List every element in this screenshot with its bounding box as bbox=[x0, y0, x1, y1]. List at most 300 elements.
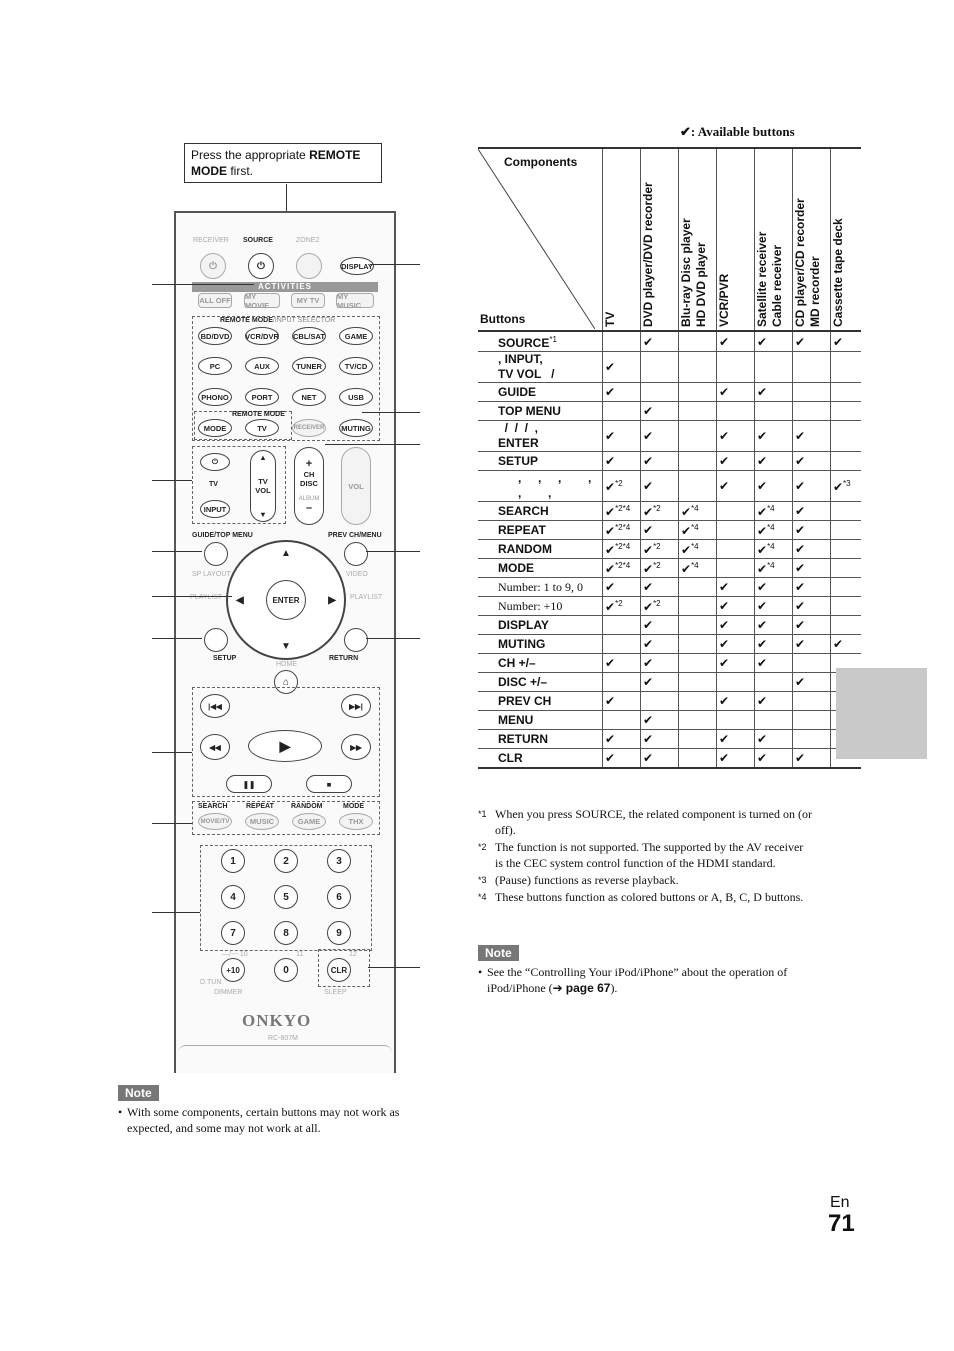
zone2-power-button[interactable] bbox=[296, 253, 322, 279]
table-row bbox=[478, 635, 861, 654]
check-mark: ✔ bbox=[605, 580, 616, 594]
activity-all-off-button[interactable]: ALL OFF bbox=[198, 293, 232, 308]
availability-cell bbox=[603, 352, 641, 383]
check-mark: ✔$^{*4}$ bbox=[681, 522, 699, 538]
availability-cell bbox=[831, 578, 862, 597]
number-7-button[interactable]: 7 bbox=[221, 921, 245, 945]
check-mark: ✔ bbox=[795, 504, 806, 518]
availability-cell bbox=[831, 421, 862, 452]
check-mark: ✔ bbox=[795, 454, 806, 468]
sleep-label: SLEEP bbox=[324, 989, 347, 996]
availability-cell bbox=[641, 540, 679, 559]
port-button[interactable]: PORT bbox=[245, 388, 279, 406]
availability-cell bbox=[755, 654, 793, 673]
receiver-mode-button[interactable]: RECEIVER bbox=[292, 419, 326, 437]
check-mark: ✔ bbox=[643, 454, 654, 468]
phono-button[interactable]: PHONO bbox=[198, 388, 232, 406]
check-mark: ✔ bbox=[795, 599, 806, 613]
availability-cell bbox=[679, 471, 717, 502]
random-label: RANDOM bbox=[291, 803, 323, 810]
availability-cell bbox=[793, 352, 831, 383]
plus10-button[interactable]: +10 bbox=[221, 958, 245, 982]
check-mark: ✔ bbox=[757, 599, 768, 613]
row-stub bbox=[478, 597, 496, 616]
check-mark: ✔ bbox=[795, 334, 806, 349]
availability-cell bbox=[717, 559, 755, 578]
leader-numpad bbox=[152, 912, 200, 913]
row-stub bbox=[478, 730, 496, 749]
availability-cell bbox=[679, 711, 717, 730]
row-stub bbox=[478, 559, 496, 578]
vol-rocker[interactable]: VOL bbox=[341, 447, 371, 525]
arrow-right-icon: ▶ bbox=[328, 594, 336, 606]
availability-cell bbox=[679, 654, 717, 673]
return-button[interactable] bbox=[344, 628, 368, 652]
row-label-text: CLR bbox=[498, 750, 523, 765]
row-label-text: SOURCE bbox=[498, 336, 550, 350]
check-mark: ✔ bbox=[719, 694, 730, 708]
check-mark: ✔$^{*2}$ bbox=[643, 541, 661, 557]
row-label-text: SETUP bbox=[498, 453, 539, 468]
availability-cell bbox=[755, 471, 793, 502]
row-button-label bbox=[496, 711, 603, 730]
number-8-button[interactable]: 8 bbox=[274, 921, 298, 945]
cell-footnote-mark: *2 bbox=[653, 560, 661, 570]
tv-power-button[interactable] bbox=[200, 453, 230, 471]
availability-cell bbox=[755, 635, 793, 654]
check-mark: ✔ bbox=[795, 561, 806, 575]
row-button-label bbox=[496, 635, 603, 654]
page-link[interactable]: page 67 bbox=[565, 981, 611, 995]
availability-cell bbox=[717, 540, 755, 559]
row-stub bbox=[478, 471, 496, 502]
availability-cell bbox=[793, 502, 831, 521]
availability-cell bbox=[717, 331, 755, 352]
check-mark: ✔ bbox=[605, 751, 616, 765]
row-label-text: / / / , ENTER bbox=[498, 421, 539, 450]
bd-dvd-button[interactable]: BD/DVD bbox=[198, 327, 232, 345]
row-stub bbox=[478, 352, 496, 383]
check-mark: ✔ bbox=[643, 656, 654, 670]
col-header-bluray: Blu-ray Disc player HD DVD player bbox=[679, 148, 717, 331]
availability-cell bbox=[641, 597, 679, 616]
availability-cell bbox=[603, 673, 641, 692]
check-mark: ✔ bbox=[757, 429, 768, 443]
playlist-right-label: PLAYLIST bbox=[350, 594, 383, 601]
availability-cell bbox=[755, 749, 793, 769]
thx-button[interactable]: THX bbox=[339, 813, 373, 830]
availability-cell bbox=[831, 540, 862, 559]
check-mark: ✔$^{*2*4}$ bbox=[605, 503, 631, 519]
availability-cell bbox=[641, 402, 679, 421]
cell-footnote-mark: *4 bbox=[691, 503, 699, 513]
play-button[interactable] bbox=[248, 730, 322, 762]
pause-button[interactable] bbox=[226, 775, 272, 793]
activity-my-movie-button[interactable]: MY MOVIE bbox=[244, 293, 280, 308]
cell-footnote-mark: *2 bbox=[615, 598, 623, 608]
tuner-button[interactable]: TUNER bbox=[292, 357, 326, 375]
cell-footnote-mark: *2 bbox=[653, 503, 661, 513]
availability-cell bbox=[641, 616, 679, 635]
row-stub bbox=[478, 711, 496, 730]
availability-cell bbox=[793, 559, 831, 578]
availability-cell bbox=[679, 502, 717, 521]
availability-cell bbox=[603, 502, 641, 521]
availability-cell bbox=[603, 452, 641, 471]
availability-cell bbox=[717, 635, 755, 654]
rewind-button[interactable] bbox=[200, 734, 230, 760]
availability-cell bbox=[717, 471, 755, 502]
check-mark: ✔$^{*2}$ bbox=[643, 560, 661, 576]
availability-cell bbox=[641, 383, 679, 402]
pause-icon: ❚❚ bbox=[242, 779, 256, 789]
row-stub bbox=[478, 452, 496, 471]
availability-cell bbox=[793, 471, 831, 502]
d-tun-label: D.TUN bbox=[200, 979, 222, 986]
availability-cell bbox=[755, 402, 793, 421]
muting-button[interactable]: MUTING bbox=[339, 419, 373, 437]
availability-cell bbox=[641, 502, 679, 521]
availability-cell bbox=[831, 616, 862, 635]
tv-vol-rocker[interactable] bbox=[250, 450, 276, 522]
availability-cell bbox=[603, 749, 641, 769]
mode-button[interactable]: MODE bbox=[198, 419, 232, 437]
availability-cell bbox=[603, 578, 641, 597]
skip-previous-button[interactable] bbox=[200, 694, 230, 718]
enter-button[interactable]: ENTER bbox=[266, 580, 306, 620]
row-label-text: Number: +10 bbox=[498, 598, 563, 613]
row-button-label bbox=[496, 352, 603, 383]
check-mark: ✔ bbox=[605, 385, 616, 399]
check-mark: ✔$^{*2}$ bbox=[643, 598, 661, 614]
cell-footnote-mark: *4 bbox=[767, 560, 775, 570]
leader-display bbox=[370, 264, 420, 265]
availability-cell bbox=[717, 597, 755, 616]
leader-transport bbox=[152, 752, 192, 753]
aux-button[interactable]: AUX bbox=[245, 357, 279, 375]
row-label-text: MODE bbox=[498, 560, 534, 575]
number-6-button[interactable]: 6 bbox=[327, 885, 351, 909]
table-row bbox=[478, 452, 861, 471]
availability-cell bbox=[603, 597, 641, 616]
row-stub bbox=[478, 673, 496, 692]
check-mark: ✔$^{*4}$ bbox=[681, 503, 699, 519]
number-2-button[interactable]: 2 bbox=[274, 849, 298, 873]
cell-footnote-mark: *4 bbox=[767, 522, 775, 532]
availability-cell bbox=[603, 616, 641, 635]
row-label-text: TOP MENU bbox=[498, 403, 561, 418]
disc-label: DISC bbox=[300, 479, 318, 488]
row-button-label bbox=[496, 673, 603, 692]
zone2-label: ZONE2 bbox=[296, 237, 320, 244]
availability-cell bbox=[717, 402, 755, 421]
ch-label: CH bbox=[303, 470, 315, 479]
row-label-text: CH +/– bbox=[498, 655, 536, 670]
table-row bbox=[478, 352, 861, 383]
availability-cell bbox=[641, 421, 679, 452]
section-tab bbox=[836, 668, 927, 759]
guide-top-menu-button[interactable] bbox=[204, 542, 228, 566]
col-header-dvd: DVD player/DVD recorder bbox=[641, 148, 679, 331]
availability-cell bbox=[679, 521, 717, 540]
row-label-text: DISPLAY bbox=[498, 617, 549, 632]
return-label: RETURN bbox=[329, 655, 359, 662]
availability-cell bbox=[603, 711, 641, 730]
availability-cell bbox=[717, 616, 755, 635]
skip-next-button[interactable] bbox=[341, 694, 371, 718]
row-stub bbox=[478, 578, 496, 597]
availability-cell bbox=[831, 521, 862, 540]
row-label-text: PREV CH bbox=[498, 693, 552, 708]
row-label-text: , , , , , , bbox=[518, 471, 592, 500]
cell-footnote-mark: *4 bbox=[767, 541, 775, 551]
cell-footnote-mark: *3 bbox=[843, 478, 851, 488]
tv-mode-button[interactable]: TV bbox=[245, 419, 279, 437]
row-button-label bbox=[496, 471, 603, 502]
usb-button[interactable]: USB bbox=[339, 388, 373, 406]
check-mark: ✔ bbox=[643, 404, 654, 418]
check-mark: ✔ bbox=[719, 454, 730, 468]
cell-footnote-mark: *4 bbox=[691, 560, 699, 570]
availability-cell bbox=[755, 421, 793, 452]
footnote bbox=[478, 872, 814, 888]
availability-cell bbox=[679, 559, 717, 578]
source-power-button[interactable] bbox=[248, 253, 274, 279]
check-mark: ✔$^{*2}$ bbox=[643, 503, 661, 519]
source-label: SOURCE bbox=[243, 237, 273, 244]
check-mark: ✔ bbox=[757, 751, 768, 765]
stop-button[interactable] bbox=[306, 775, 352, 793]
check-mark: ✔ bbox=[605, 732, 616, 746]
row-stub bbox=[478, 521, 496, 540]
availability-cell bbox=[641, 749, 679, 769]
check-mark: ✔ bbox=[757, 694, 768, 708]
check-mark: ✔$^{*2*4}$ bbox=[605, 560, 631, 576]
power-icon: ⏻ bbox=[257, 260, 265, 272]
prev-ch-menu-button[interactable] bbox=[344, 542, 368, 566]
row-label-text: RETURN bbox=[498, 731, 548, 746]
availability-cell bbox=[793, 635, 831, 654]
availability-cell bbox=[603, 692, 641, 711]
leader-return bbox=[366, 638, 420, 639]
leader-source bbox=[152, 284, 254, 285]
availability-cell bbox=[793, 421, 831, 452]
row-label-text: RANDOM bbox=[498, 541, 552, 556]
availability-cell bbox=[755, 502, 793, 521]
availability-cell bbox=[603, 421, 641, 452]
cell-footnote-mark: *2 bbox=[615, 478, 623, 488]
availability-cell bbox=[641, 521, 679, 540]
row-button-label bbox=[496, 421, 603, 452]
availability-cell bbox=[755, 711, 793, 730]
right-note-text: • See the “Controlling Your iPod/iPhone” about the operation of iPod/iPhone (➔ page 67). bbox=[478, 965, 788, 995]
availability-cell bbox=[603, 559, 641, 578]
cell-footnote-mark: *4 bbox=[767, 503, 775, 513]
game-button[interactable]: GAME bbox=[339, 327, 373, 345]
repeat-label: REPEAT bbox=[246, 803, 274, 810]
row-label-text: REPEAT bbox=[498, 522, 546, 537]
availability-cell bbox=[831, 352, 862, 383]
availability-cell bbox=[641, 471, 679, 502]
availability-cell bbox=[717, 352, 755, 383]
availability-cell bbox=[793, 597, 831, 616]
net-button[interactable]: NET bbox=[292, 388, 326, 406]
availability-cell bbox=[641, 711, 679, 730]
game-mode-button[interactable]: GAME bbox=[292, 813, 326, 830]
fast-forward-icon: ▶▶ bbox=[350, 742, 362, 752]
availability-cell bbox=[641, 635, 679, 654]
components-label: Components bbox=[504, 155, 578, 169]
check-mark: ✔$^{*4}$ bbox=[757, 522, 775, 538]
availability-cell bbox=[717, 730, 755, 749]
available-legend bbox=[680, 124, 795, 140]
row-button-label bbox=[496, 730, 603, 749]
movie-tv-button[interactable]: MOVIE/TV bbox=[198, 813, 232, 830]
availability-cell bbox=[793, 711, 831, 730]
row-label-text: Number: 1 to 9, 0 bbox=[498, 579, 583, 594]
leader-prev-ch bbox=[366, 551, 420, 552]
row-button-label bbox=[496, 331, 603, 352]
receiver-power-button[interactable] bbox=[200, 253, 226, 279]
availability-cell bbox=[717, 452, 755, 471]
availability-cell bbox=[717, 692, 755, 711]
availability-cell bbox=[831, 402, 862, 421]
display-button[interactable]: DISPLAY bbox=[340, 257, 374, 275]
check-mark: ✔$^{*2}$ bbox=[605, 478, 623, 494]
tv-vol-label: TV VOL bbox=[255, 477, 271, 495]
check-mark: ✔$^{*4}$ bbox=[757, 541, 775, 557]
availability-cell bbox=[793, 654, 831, 673]
arrow-up-icon: ▲ bbox=[281, 548, 291, 559]
dimmer-label: DIMMER bbox=[214, 989, 243, 996]
setup-button[interactable] bbox=[204, 628, 228, 652]
check-mark: ✔ bbox=[795, 523, 806, 537]
availability-cell bbox=[793, 616, 831, 635]
leader-dpad bbox=[152, 596, 232, 597]
availability-cell bbox=[793, 578, 831, 597]
tv-cd-button[interactable]: TV/CD bbox=[339, 357, 373, 375]
col-header-vcr: VCR/PVR bbox=[717, 148, 755, 331]
availability-cell bbox=[755, 452, 793, 471]
check-mark: ✔ bbox=[719, 618, 730, 632]
availability-cell bbox=[793, 383, 831, 402]
availability-cell bbox=[831, 331, 862, 352]
availability-cell bbox=[717, 502, 755, 521]
vcr-dvr-button[interactable]: VCR/DVR bbox=[245, 327, 279, 345]
availability-cell bbox=[755, 352, 793, 383]
ch-disc-rocker[interactable] bbox=[294, 447, 324, 525]
table-row bbox=[478, 502, 861, 521]
availability-cell bbox=[755, 730, 793, 749]
check-mark: ✔ bbox=[757, 454, 768, 468]
fast-forward-button[interactable] bbox=[341, 734, 371, 760]
availability-cell bbox=[679, 540, 717, 559]
number-9-button[interactable]: 9 bbox=[327, 921, 351, 945]
availability-cell bbox=[831, 471, 862, 502]
row-button-label bbox=[496, 540, 603, 559]
footnote bbox=[478, 806, 814, 838]
check-mark: ✔ bbox=[719, 732, 730, 746]
col-header-satellite: Satellite receiver Cable receiver bbox=[755, 148, 793, 331]
cbl-sat-button[interactable]: CBL/SAT bbox=[292, 327, 326, 345]
check-mark: ✔ bbox=[643, 523, 654, 537]
album-label: ALBUM bbox=[298, 496, 320, 502]
playlist-left-label: PLAYLIST bbox=[190, 594, 223, 601]
check-mark: ✔$^{*3}$ bbox=[833, 478, 851, 494]
col-header-cassette: Cassette tape deck bbox=[831, 148, 862, 331]
availability-cell bbox=[831, 452, 862, 471]
row-button-label bbox=[496, 654, 603, 673]
check-mark: ✔ bbox=[719, 479, 730, 493]
left-note-text: • With some components, certain buttons may not work as expected, and some may not work at all. bbox=[118, 1105, 400, 1135]
cell-footnote-mark: *2 bbox=[653, 541, 661, 551]
row-label-text: DISC +/– bbox=[498, 674, 548, 689]
check-mark: ✔ bbox=[757, 385, 768, 399]
num-sub-11: 11 bbox=[296, 951, 304, 958]
check-mark: ✔$^{*2*4}$ bbox=[605, 522, 631, 538]
available-buttons-table bbox=[478, 147, 861, 769]
availability-cell bbox=[679, 597, 717, 616]
activity-my-tv-button[interactable]: MY TV bbox=[291, 293, 325, 308]
check-mark: ✔ bbox=[757, 637, 768, 651]
footnote-mark: *3 bbox=[478, 875, 487, 885]
callout-text: Press the appropriate bbox=[191, 148, 310, 162]
number-4-button[interactable]: 4 bbox=[221, 885, 245, 909]
number-0-button[interactable]: 0 bbox=[274, 958, 298, 982]
remote-mode-title: REMOTE MODE/INPUT SELECTOR bbox=[220, 317, 336, 324]
availability-cell bbox=[717, 578, 755, 597]
number-5-button[interactable]: 5 bbox=[274, 885, 298, 909]
check-mark: ✔ bbox=[605, 694, 616, 708]
check-mark: ✔ bbox=[643, 479, 654, 493]
availability-cell bbox=[717, 521, 755, 540]
availability-cell bbox=[793, 692, 831, 711]
number-1-button[interactable]: 1 bbox=[221, 849, 245, 873]
check-mark: ✔ bbox=[643, 732, 654, 746]
pc-button[interactable]: PC bbox=[198, 357, 232, 375]
check-mark: ✔ bbox=[719, 637, 730, 651]
activity-my-music-button[interactable]: MY MUSIC bbox=[336, 293, 374, 308]
leader-setup bbox=[152, 638, 202, 639]
stop-icon: ■ bbox=[326, 779, 332, 789]
check-mark: ✔ bbox=[719, 656, 730, 670]
availability-cell bbox=[641, 692, 679, 711]
clr-button[interactable]: CLR bbox=[327, 958, 351, 982]
table-row bbox=[478, 331, 861, 352]
cell-footnote-mark: *4 bbox=[691, 522, 699, 532]
row-stub bbox=[478, 616, 496, 635]
tv-label: TV bbox=[209, 481, 218, 488]
availability-cell bbox=[755, 540, 793, 559]
music-button[interactable]: MUSIC bbox=[245, 813, 279, 830]
availability-cell bbox=[679, 452, 717, 471]
availability-cell bbox=[603, 521, 641, 540]
availability-cell bbox=[679, 421, 717, 452]
arrow-up-icon: ▲ bbox=[259, 453, 267, 462]
tv-input-button[interactable]: INPUT bbox=[200, 500, 230, 518]
check-mark: ✔$^{*2}$ bbox=[605, 598, 623, 614]
availability-cell bbox=[679, 749, 717, 769]
model-label: RC-807M bbox=[268, 1035, 298, 1042]
num-sub-12: 12 bbox=[349, 951, 357, 958]
page-language: En bbox=[830, 1194, 850, 1211]
check-mark: ✔ bbox=[643, 580, 654, 594]
number-3-button[interactable]: 3 bbox=[327, 849, 351, 873]
setup-label: SETUP bbox=[213, 655, 237, 662]
check-mark: ✔ bbox=[795, 429, 806, 443]
availability-cell bbox=[603, 635, 641, 654]
row-stub bbox=[478, 635, 496, 654]
